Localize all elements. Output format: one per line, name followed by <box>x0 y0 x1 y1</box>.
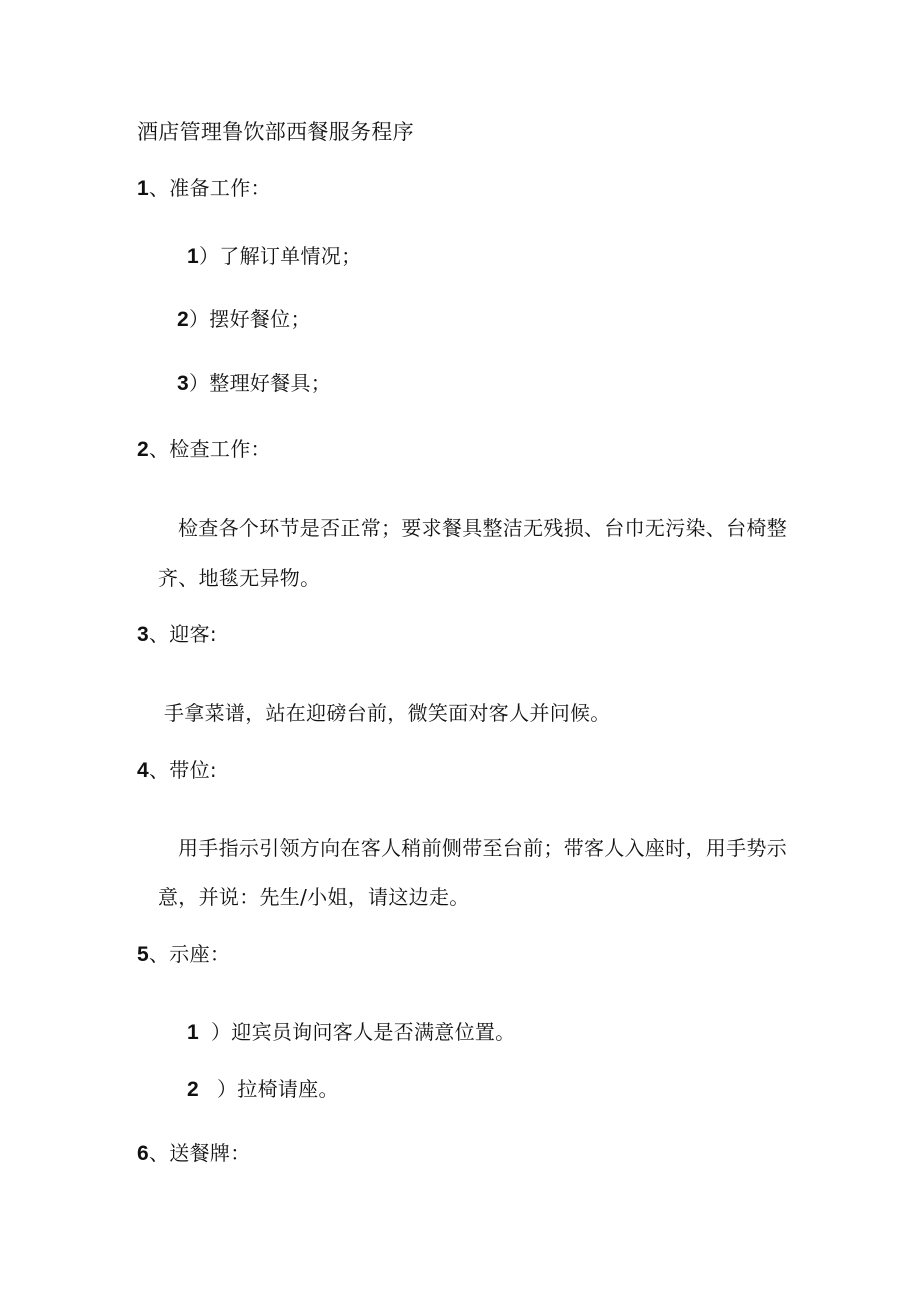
lead-text-line-2: 意，并说：先生/小姐，请这边走。 <box>158 885 470 909</box>
section-separator: 、 <box>148 942 170 966</box>
section-number: 6 <box>137 1142 149 1165</box>
item-text: ）迎宾员询问客人是否满意位置。 <box>210 1020 516 1044</box>
section-number: 3 <box>137 623 149 646</box>
item-number: 2 <box>177 308 189 331</box>
section-heading-text: 检查工作： <box>169 437 271 461</box>
section-heading-2 <box>137 435 271 464</box>
lead-text-line-1: 用手指示引领方向在客人稍前侧带至台前；带客人入座时，用手势示 <box>178 836 787 860</box>
item-number: 1 <box>187 245 199 268</box>
section-separator: 、 <box>148 1141 170 1165</box>
section-heading-text: 示座： <box>169 942 231 966</box>
section-heading-1 <box>137 174 271 203</box>
section-number: 4 <box>137 759 149 782</box>
check-text-line-1: 检查各个环节是否正常；要求餐具整洁无残损、台巾无污染、台椅整 <box>178 516 787 540</box>
prep-item-1 <box>187 242 361 271</box>
prep-item-2 <box>177 305 311 334</box>
section-heading-4 <box>137 756 217 785</box>
section-heading-5 <box>137 940 230 969</box>
item-text: ）整理好餐具； <box>188 371 332 395</box>
item-number: 2 <box>187 1078 199 1101</box>
section-separator: 、 <box>148 622 170 646</box>
section-heading-text: 准备工作： <box>169 176 271 200</box>
section-number: 2 <box>137 438 149 461</box>
section-separator: 、 <box>148 437 170 461</box>
item-number: 1 <box>187 1021 199 1044</box>
section-heading-text: 迎客: <box>169 622 217 646</box>
item-number: 3 <box>177 372 189 395</box>
section-number: 5 <box>137 943 149 966</box>
greet-text: 手拿菜谱，站在迎磅台前，微笑面对客人并问候。 <box>164 701 611 725</box>
seat-item-1 <box>187 1018 515 1047</box>
section-heading-6 <box>137 1139 251 1168</box>
item-text: ）摆好餐位； <box>188 307 311 331</box>
section-heading-text: 送餐牌： <box>169 1141 251 1165</box>
section-separator: 、 <box>148 176 170 200</box>
section-number: 1 <box>137 177 149 200</box>
section-separator: 、 <box>148 758 170 782</box>
item-text: ）拉椅请座。 <box>216 1077 339 1101</box>
section-heading-3 <box>137 620 217 649</box>
seat-item-2 <box>187 1075 339 1104</box>
prep-item-3 <box>177 369 331 398</box>
item-text: ）了解订单情况； <box>198 244 362 268</box>
document-title: 酒店管理鲁饮部西餐服务程序 <box>137 120 414 144</box>
section-heading-text: 带位: <box>169 758 217 782</box>
check-text-line-2: 齐、地毯无异物。 <box>158 566 321 590</box>
